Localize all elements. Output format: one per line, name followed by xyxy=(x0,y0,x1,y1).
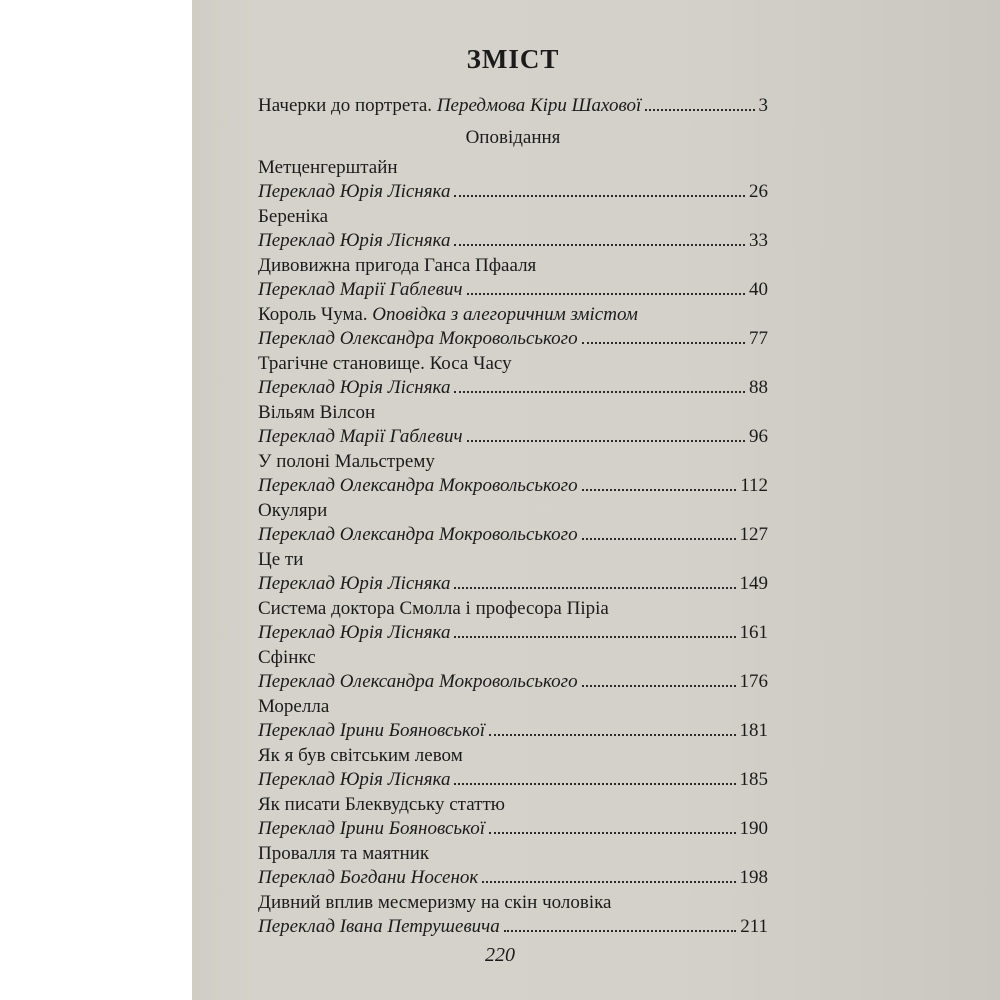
toc-entry xyxy=(258,352,768,400)
dot-leader xyxy=(454,195,745,197)
entry-translator-line xyxy=(258,327,768,351)
entry-title-line xyxy=(258,646,768,670)
entry-page: 181 xyxy=(739,720,768,741)
dot-leader xyxy=(482,881,735,883)
entry-title-line xyxy=(258,205,768,229)
entry-title: Морелла xyxy=(258,696,330,717)
entry-title-line xyxy=(258,891,768,915)
entry-title-line xyxy=(258,695,768,719)
entry-title: Сфінкс xyxy=(258,647,316,668)
dot-leader xyxy=(454,783,735,785)
entry-subtitle: Оповідка з алегоричним змістом xyxy=(372,304,638,325)
entry-page: 211 xyxy=(740,916,768,937)
entry-title-line xyxy=(258,499,768,523)
dot-leader xyxy=(489,832,736,834)
entry-translator-line xyxy=(258,621,768,645)
entry-title-line xyxy=(258,156,768,180)
toc-entry xyxy=(258,450,768,498)
entry-title: Трагічне становище. Коса Часу xyxy=(258,353,512,374)
entry-translator: Переклад Юрія Лісняка xyxy=(258,769,451,790)
entry-title: Як я був світським левом xyxy=(258,745,463,766)
toc-entry xyxy=(258,303,768,351)
entry-translator-line xyxy=(258,719,768,743)
entry-title-line xyxy=(258,548,768,572)
entry-title-line xyxy=(258,352,768,376)
entry-title-line xyxy=(258,744,768,768)
entry-translator: Переклад Олександра Мокровольського xyxy=(258,475,578,496)
entry-title-line xyxy=(258,254,768,278)
entry-translator-line xyxy=(258,768,768,792)
entry-title-line xyxy=(258,401,768,425)
entry-page: 185 xyxy=(739,769,768,790)
page-number: 220 xyxy=(485,944,515,966)
dot-leader xyxy=(582,685,736,687)
toc-entry xyxy=(258,646,768,694)
entry-translator: Переклад Олександра Мокровольського xyxy=(258,328,578,349)
dot-leader xyxy=(489,734,736,736)
entry-translator: Переклад Юрія Лісняка xyxy=(258,377,451,398)
toc-entry xyxy=(258,597,768,645)
entry-translator-line xyxy=(258,425,768,449)
dot-leader xyxy=(454,391,745,393)
entry-page: 26 xyxy=(749,181,768,202)
toc-entry xyxy=(258,793,768,841)
entry-translator-line xyxy=(258,915,768,939)
entry-title: Це ти xyxy=(258,549,304,570)
entry-translator-line xyxy=(258,278,768,302)
entry-translator-line xyxy=(258,474,768,498)
entry-title: У полоні Мальстрему xyxy=(258,451,435,472)
toc-entry xyxy=(258,205,768,253)
entry-title: Як писати Блеквудську статтю xyxy=(258,794,505,815)
entry-page: 40 xyxy=(749,279,768,300)
entry-translator: Переклад Юрія Лісняка xyxy=(258,230,451,251)
entry-page: 149 xyxy=(739,573,768,594)
entry-translator-line xyxy=(258,376,768,400)
entry-translator-line xyxy=(258,866,768,890)
toc-entry xyxy=(258,891,768,939)
entry-page: 96 xyxy=(749,426,768,447)
entry-translator: Переклад Івана Петрушевича xyxy=(258,916,500,937)
toc-entry xyxy=(258,842,768,890)
intro-subtitle: Передмова Кіри Шахової xyxy=(436,95,642,116)
dot-leader xyxy=(454,244,745,246)
toc-entry xyxy=(258,254,768,302)
toc-heading: ЗМІСТ xyxy=(466,44,560,74)
entry-title: Береніка xyxy=(258,206,329,227)
entry-title-line xyxy=(258,303,768,327)
entry-translator: Переклад Марії Габлевич xyxy=(258,279,463,300)
entry-title: Система доктора Смолла і професора Піріа xyxy=(258,598,609,619)
toc-entry xyxy=(258,499,768,547)
entry-translator: Переклад Юрія Лісняка xyxy=(258,622,451,643)
entry-title: Метценгерштайн xyxy=(258,157,398,178)
entry-translator-line xyxy=(258,572,768,596)
toc-entry xyxy=(258,548,768,596)
entry-translator-line xyxy=(258,817,768,841)
dot-leader xyxy=(504,930,736,932)
entry-translator: Переклад Марії Габлевич xyxy=(258,426,463,447)
intro-page: 3 xyxy=(758,95,768,116)
entry-title-line xyxy=(258,597,768,621)
table-of-contents xyxy=(258,44,768,940)
entry-page: 77 xyxy=(749,328,768,349)
dot-leader xyxy=(467,440,745,442)
dot-leader xyxy=(454,636,735,638)
dot-leader xyxy=(454,587,735,589)
entry-title: Король Чума. xyxy=(258,304,368,325)
intro-entry xyxy=(258,94,768,118)
entry-translator-line xyxy=(258,229,768,253)
dot-leader xyxy=(645,109,754,111)
entries-list xyxy=(258,156,768,939)
entry-translator: Переклад Юрія Лісняка xyxy=(258,181,451,202)
entry-translator-line xyxy=(258,180,768,204)
section-heading: Оповідання xyxy=(465,127,561,148)
toc-entry xyxy=(258,695,768,743)
entry-title: Дивовижна пригода Ганса Пфааля xyxy=(258,255,537,276)
entry-page: 190 xyxy=(739,818,768,839)
entry-translator: Переклад Юрія Лісняка xyxy=(258,573,451,594)
entry-title-line xyxy=(258,450,768,474)
entry-title-line xyxy=(258,793,768,817)
entry-page: 127 xyxy=(739,524,768,545)
entry-translator: Переклад Ірини Бояновської xyxy=(258,818,485,839)
entry-title: Дивний вплив месмеризму на скін чоловіка xyxy=(258,892,612,913)
entry-title: Провалля та маятник xyxy=(258,843,430,864)
toc-entry xyxy=(258,401,768,449)
toc-entry xyxy=(258,156,768,204)
entry-title-line xyxy=(258,842,768,866)
entry-translator-line xyxy=(258,670,768,694)
intro-title: Начерки до портрета. xyxy=(258,95,433,116)
entry-translator: Переклад Олександра Мокровольського xyxy=(258,671,578,692)
dot-leader xyxy=(582,538,736,540)
entry-title: Окуляри xyxy=(258,500,328,521)
dot-leader xyxy=(582,489,737,491)
entry-translator: Переклад Богдани Носенок xyxy=(258,867,479,888)
entry-page: 161 xyxy=(739,622,768,643)
dot-leader xyxy=(467,293,745,295)
entry-translator: Переклад Олександра Мокровольського xyxy=(258,524,578,545)
entry-translator: Переклад Ірини Бояновської xyxy=(258,720,485,741)
entry-page: 88 xyxy=(749,377,768,398)
entry-translator-line xyxy=(258,523,768,547)
entry-page: 33 xyxy=(749,230,768,251)
entry-page: 198 xyxy=(739,867,768,888)
entry-title: Вільям Вілсон xyxy=(258,402,376,423)
entry-page: 176 xyxy=(739,671,768,692)
dot-leader xyxy=(582,342,745,344)
entry-page: 112 xyxy=(740,475,768,496)
toc-entry xyxy=(258,744,768,792)
